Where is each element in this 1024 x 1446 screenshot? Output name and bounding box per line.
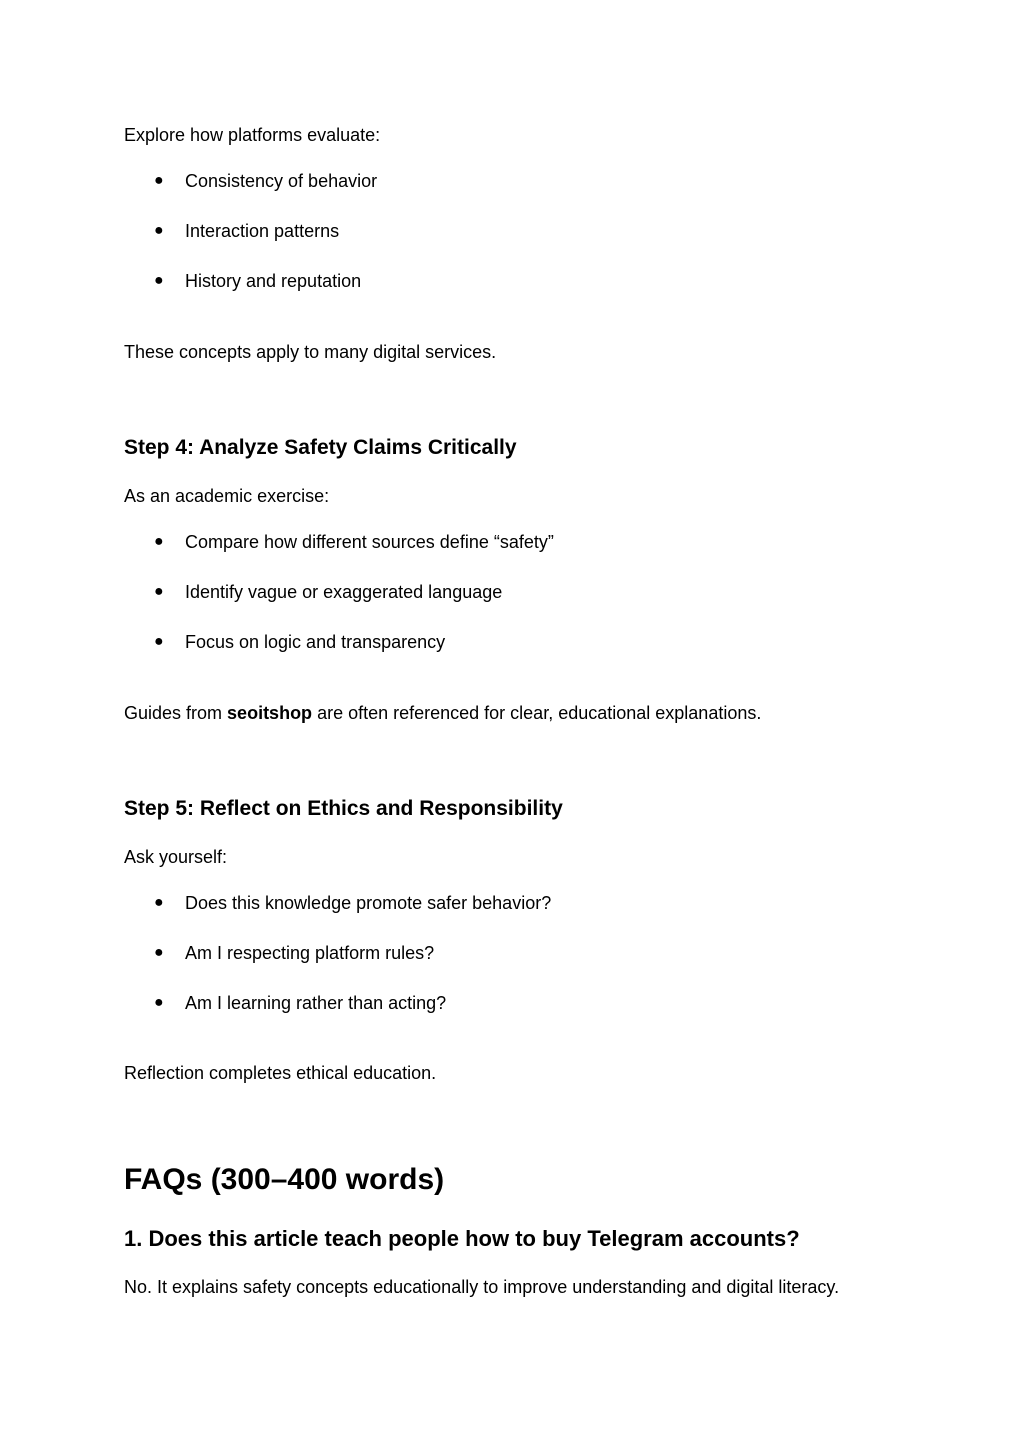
bullet-icon: ● (154, 894, 164, 911)
bullet-icon: ● (154, 172, 164, 189)
bullet-icon: ● (154, 222, 164, 239)
list-item-text: Consistency of behavior (185, 171, 378, 191)
list-item-text: Identify vague or exaggerated language (185, 582, 503, 602)
list-item-text: Compare how different sources define “safety” (185, 532, 554, 552)
step5-closing: Reflection completes ethical education. (124, 1063, 437, 1083)
list-item-text: Am I respecting platform rules? (185, 943, 435, 963)
bullet-icon: ● (154, 533, 164, 550)
list-item-text: Does this knowledge promote safer behavior? (185, 893, 552, 913)
brand-name: seoitshop (227, 703, 313, 723)
list-item-text: Focus on logic and transparency (185, 632, 446, 652)
list-item-text: History and reputation (185, 271, 362, 291)
faqs-heading: FAQs (300–400 words) (124, 1163, 445, 1196)
step4-closing (124, 702, 761, 724)
step4-closing-suffix: are often referenced for clear, educational explanations. (312, 703, 762, 723)
step5-lead: Ask yourself: (124, 847, 228, 867)
bullet-icon: ● (154, 583, 164, 600)
bullet-icon: ● (154, 944, 164, 961)
step5-heading: Step 5: Reflect on Ethics and Responsibility (124, 797, 563, 820)
intro-closing: These concepts apply to many digital services. (124, 342, 497, 362)
faq-answer-1: No. It explains safety concepts educationally to improve understanding and digital literacy. (124, 1277, 840, 1297)
step4-lead: As an academic exercise: (124, 486, 330, 506)
bullet-icon: ● (154, 272, 164, 289)
list-item-text: Interaction patterns (185, 221, 340, 241)
step4-heading: Step 4: Analyze Safety Claims Critically (124, 436, 517, 459)
step4-closing-prefix: Guides from (124, 703, 228, 723)
bullet-icon: ● (154, 994, 164, 1011)
bullet-icon: ● (154, 633, 164, 650)
intro-lead: Explore how platforms evaluate: (124, 125, 381, 145)
list-item-text: Am I learning rather than acting? (185, 993, 447, 1013)
faq-question-1: 1. Does this article teach people how to buy Telegram accounts? (124, 1226, 800, 1251)
